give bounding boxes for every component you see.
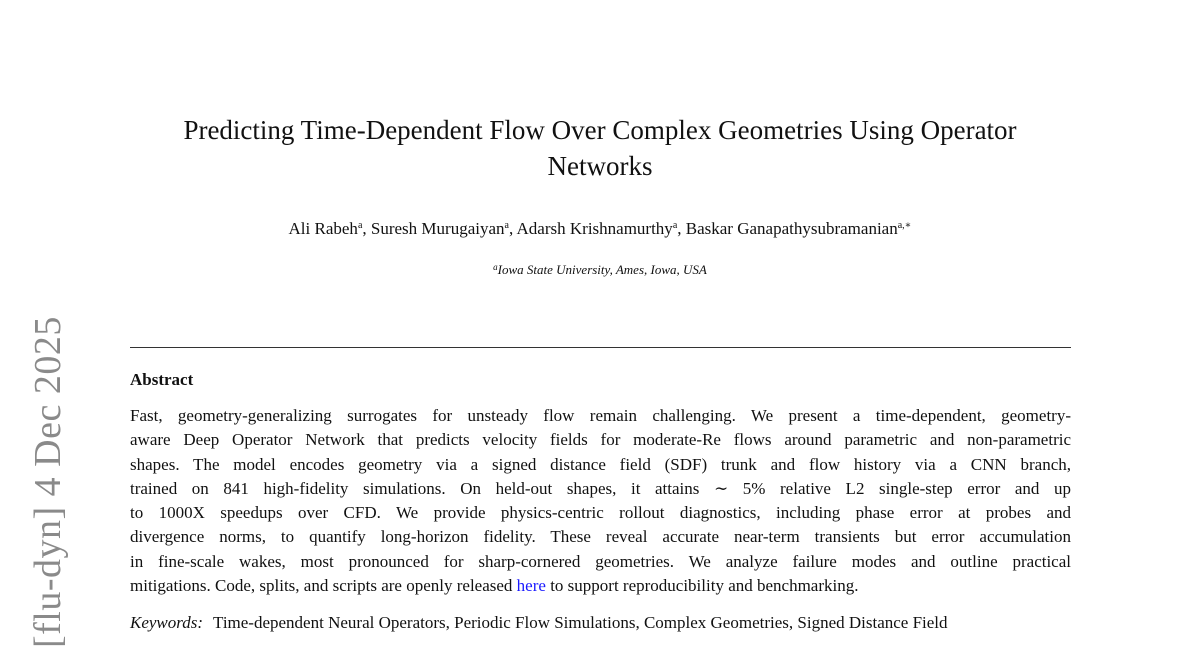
paper-title-line-2: Networks <box>547 151 653 181</box>
affiliation <box>130 258 1070 279</box>
arxiv-side-stamp: [flu-dyn] 4 Dec 2025 <box>27 316 69 648</box>
abstract-body <box>130 404 1071 598</box>
code-release-link[interactable]: here <box>516 576 546 596</box>
paper-title <box>130 112 1070 184</box>
author: Adarsh Krishnamurthy$^a$, <box>516 219 686 238</box>
abstract-line: divergence norms, to quantify long-horizon fidelity. These reveal accurate near-term transients but error accumulation <box>130 527 1071 547</box>
affiliation-text: Iowa State University, Ames, Iowa, USA <box>497 262 707 277</box>
abstract-line: in fine-scale wakes, most pronounced for sharp-cornered geometries. We analyze failure modes and outline practical <box>130 551 1071 571</box>
abstract-line: aware Deep Operator Network that predicts velocity fields for moderate-Re flows around parametric and non-parametric <box>130 430 1071 450</box>
abstract-heading: Abstract <box>130 370 194 389</box>
author: Ali Rabeh$^a$, <box>288 219 371 238</box>
author: Baskar Ganapathysubramanian$^{a,∗}$ <box>685 219 912 238</box>
abstract-line: shapes. The model encodes geometry via a signed distance field (SDF) trunk and flow history via a CNN branch, <box>130 454 1071 474</box>
author-list <box>130 215 1070 240</box>
abstract-line: trained on 841 high-fidelity simulations. On held-out shapes, it attains ∼ 5% relative L2 single-step error and up <box>130 478 1071 498</box>
abstract-line: Fast, geometry-generalizing surrogates for unsteady flow remain challenging. We present a time-dependent, geometry- <box>130 406 1071 425</box>
abstract-line-last: mitigations. Code, splits, and scripts are openly released here to support reproducibility and benchmarking. <box>130 576 859 596</box>
section-divider <box>130 347 1071 348</box>
keywords-label: Keywords: <box>130 613 204 632</box>
abstract-line: to 1000X speedups over CFD. We provide physics-centric rollout diagnostics, including phase error at probes and <box>130 503 1071 523</box>
keywords <box>130 612 1071 634</box>
author: Suresh Murugaiyan$^a$, <box>370 219 517 238</box>
keywords-text: Time-dependent Neural Operators, Periodic Flow Simulations, Complex Geometries, Signed Distance Field <box>213 613 948 632</box>
paper-title-line-1: Predicting Time-Dependent Flow Over Complex Geometries Using Operator <box>183 115 1017 145</box>
affiliation-marker: a <box>493 262 498 272</box>
